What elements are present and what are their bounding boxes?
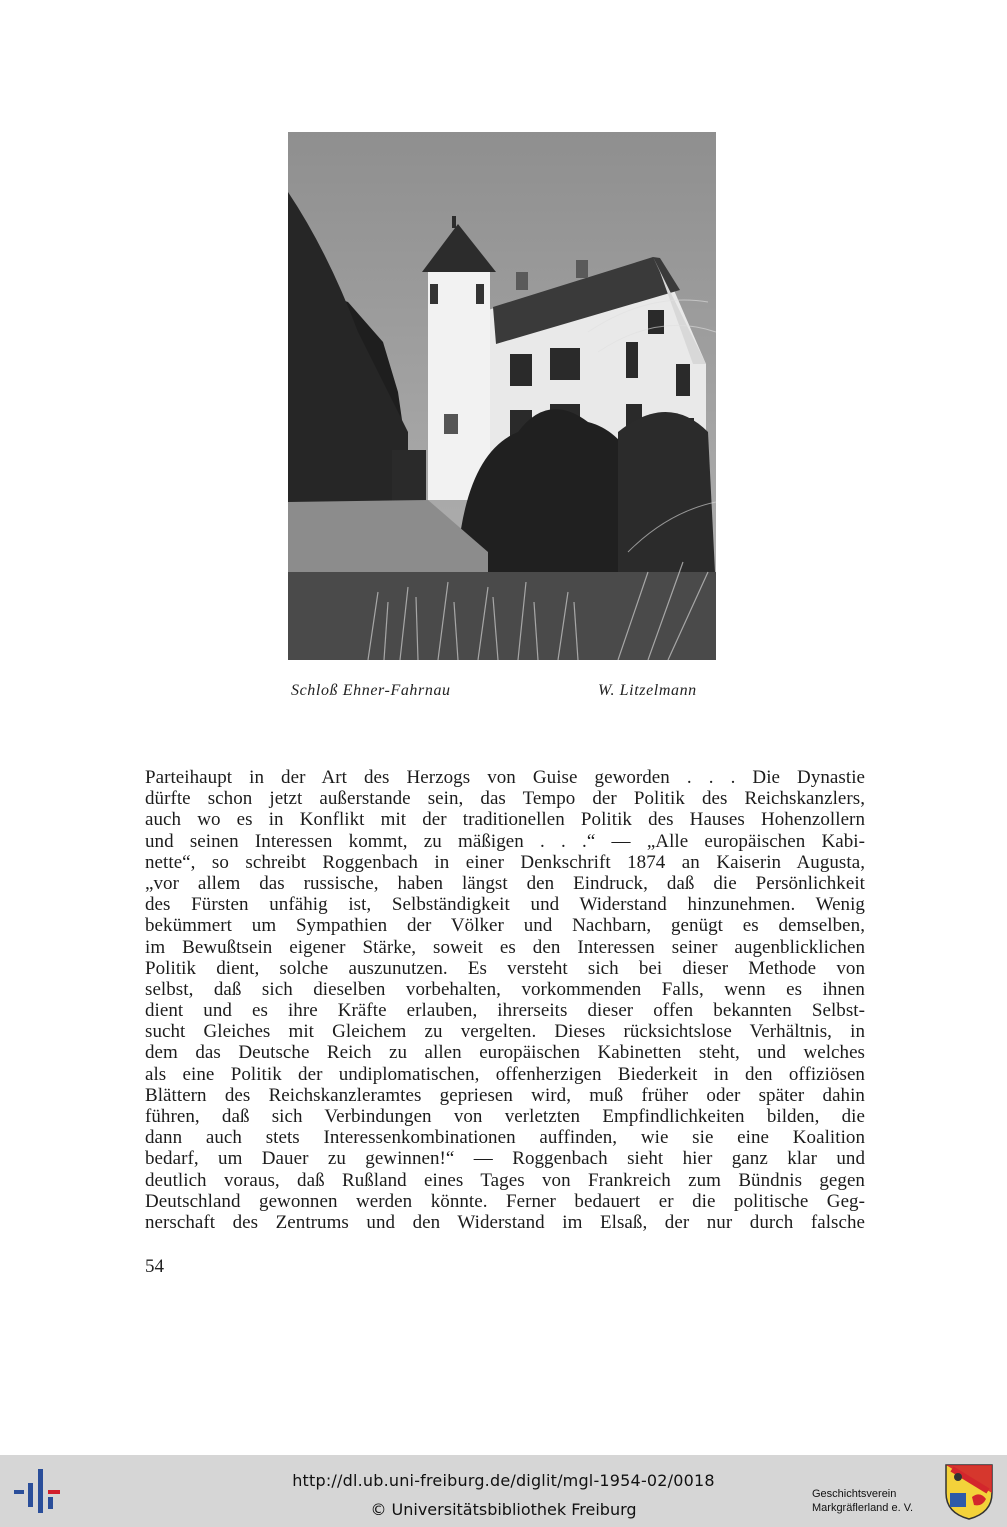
text-line: auch wo es in Konflikt mit der traditionellen Politik des Hauses Hohenzollern — [145, 809, 865, 831]
text-line: im Bewußtsein eigener Stärke, soweit es den Interessen seiner augenblicklichen — [145, 936, 865, 958]
copyright-text: © Universitätsbibliothek Freiburg — [370, 1500, 637, 1519]
society-line-1: Geschichtsverein — [812, 1488, 897, 1500]
text-line: bekümmert um Sympathien der Völker und Nachbarn, genügt es demselben, — [145, 915, 865, 937]
castle-photo — [288, 132, 716, 660]
text-line: Politik dient, solche auszunutzen. Es versteht sich bei dieser Methode von — [145, 957, 865, 979]
text-line: dürfte schon jetzt außerstande sein, das Tempo der Politik des Reichskanzlers, — [145, 788, 865, 810]
text-line: deutlich voraus, daß Rußland eines Tages von Frankreich zum Bündnis gegen — [145, 1169, 865, 1191]
photo-caption-title: Schloß Ehner-Fahrnau — [291, 682, 451, 699]
text-line: Deutschland gewonnen werden könnte. Ferner bedauert er die politische Geg- — [145, 1190, 865, 1212]
text-line: „vor allem das russische, haben längst den Eindruck, daß die Persönlichkeit — [145, 872, 865, 894]
text-line: führen, daß sich Verbindungen von verletzten Empfindlichkeiten bilden, die — [145, 1106, 865, 1127]
text-line: selbst, daß sich dieselben vorbehalten, vorkommenden Falls, wenn es ihnen — [145, 978, 865, 1000]
text-line: des Fürsten unfähig ist, Selbständigkeit und Widerstand hinzunehmen. Wenig — [145, 894, 865, 916]
coat-of-arms-icon[interactable] — [944, 1463, 994, 1521]
text-line: Parteihaupt in der Art des Herzogs von Guise geworden . . . Die Dynastie — [145, 767, 865, 788]
text-line: Blättern des Reichskanzleramtes gepriesen wird, muß früher oder später dahin — [145, 1084, 865, 1106]
page-number: 54 — [145, 1256, 164, 1277]
text-line: nerschaft des Zentrums und den Widerstand im Elsaß, der nur durch falsche — [145, 1211, 865, 1233]
text-line: dann auch stets Interessenkombinationen auffinden, wie sie eine Koalition — [145, 1127, 865, 1149]
text-line: nette“, so schreibt Roggenbach in einer Denkschrift 1874 an Kaiserin Augusta, — [145, 851, 865, 873]
text-line: dem das Deutsche Reich zu allen europäischen Kabinetten steht, und welches — [145, 1042, 865, 1064]
body-text — [145, 767, 865, 1233]
text-line: sucht Gleiches mit Gleichem zu vergelten. Dieses rücksichtslose Verhältnis, in — [145, 1021, 865, 1043]
text-line: und seinen Interessen kommt, zu mäßigen . . .“ — „Alle europäischen Kabi- — [145, 830, 865, 852]
photo-caption-credit: W. Litzelmann — [598, 682, 697, 699]
footer-bar — [0, 1455, 1007, 1527]
text-line: als eine Politik der undiplomatischen, offenherzigen Biederkeit in den offiziösen — [145, 1063, 865, 1085]
society-name — [812, 1487, 913, 1515]
castle-photo-image — [288, 132, 716, 660]
document-url-link[interactable]: http://dl.ub.uni-freiburg.de/diglit/mgl-1954-02/0018 — [292, 1471, 715, 1490]
society-line-2: Markgräflerland e. V. — [812, 1502, 914, 1514]
text-line: bedarf, um Dauer zu gewinnen!“ — Roggenbach sieht hier ganz klar und — [145, 1148, 865, 1170]
text-line: dient und es ihre Kräfte erlauben, ihrerseits dieser offen bekannten Selbst- — [145, 1000, 865, 1022]
